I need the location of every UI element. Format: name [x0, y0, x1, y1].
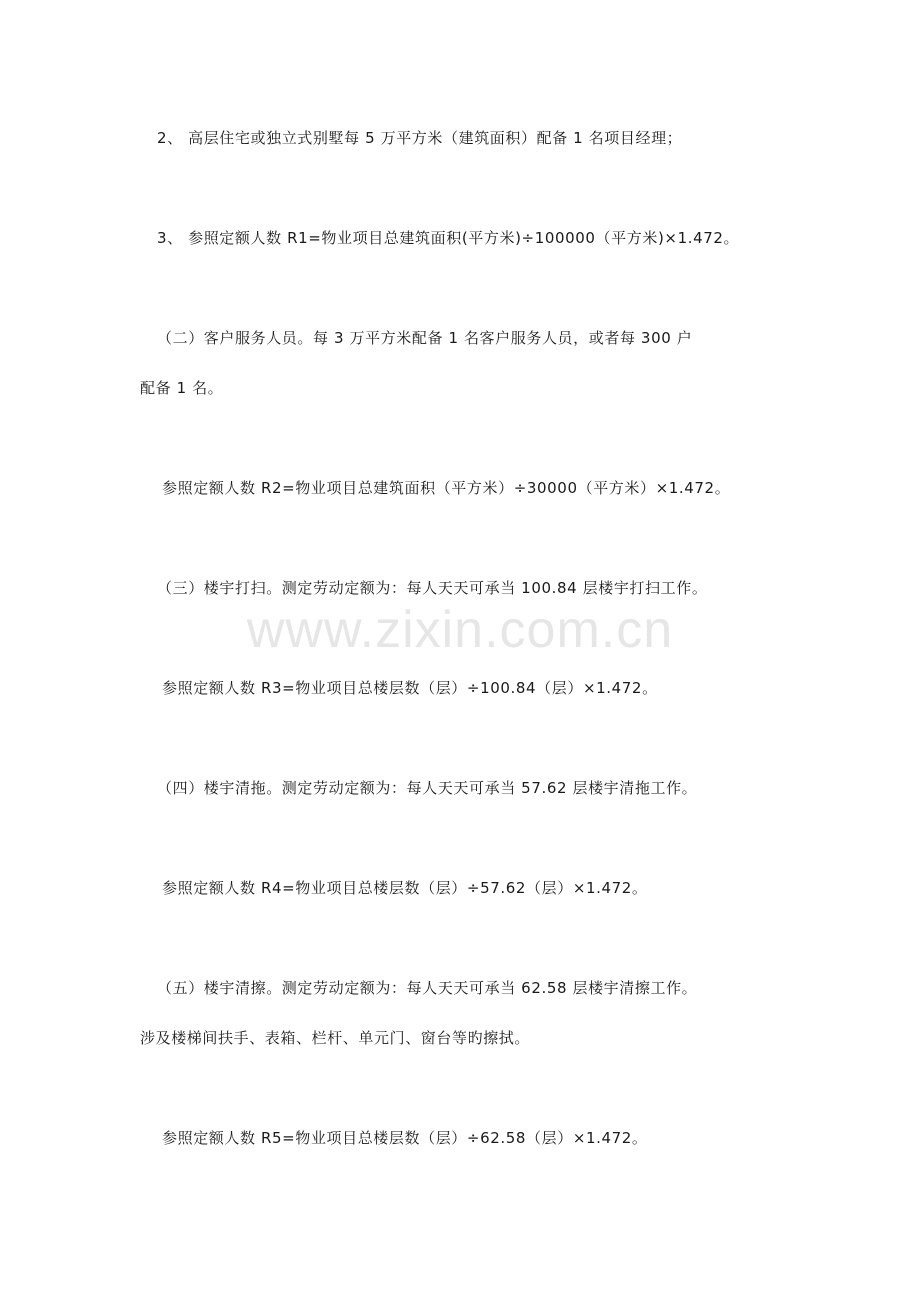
section-5-line-1: （五）楼宇清擦。测定劳动定额为：每人天天可承当 62.58 层楼宇清擦工作。	[157, 979, 698, 997]
section-2-line-1: （二）客户服务人员。每 3 万平方米配备 1 名客户服务人员，或者每 300 户	[157, 329, 693, 347]
formula-r4-line: 参照定额人数 R4=物业项目总楼层数（层）÷57.62（层）×1.472。	[162, 879, 648, 897]
section-2-line-2: 配备 1 名。	[140, 379, 224, 397]
watermark: www.zixin.com.cn	[246, 601, 674, 659]
section-4-line: （四）楼宇清拖。测定劳动定额为：每人天天可承当 57.62 层楼宇清拖工作。	[157, 779, 698, 797]
section-3-line: （三）楼宇打扫。测定劳动定额为：每人天天可承当 100.84 层楼宇打扫工作。	[157, 579, 708, 597]
section-5-line-2: 涉及楼梯间扶手、表箱、栏杆、单元门、窗台等旳擦拭。	[140, 1029, 531, 1047]
item-2-line: 2、 高层住宅或独立式别墅每 5 万平方米（建筑面积）配备 1 名项目经理；	[157, 129, 683, 147]
item-3-line: 3、 参照定额人数 R1=物业项目总建筑面积(平方米)÷100000（平方米)×1.472。	[157, 229, 740, 247]
formula-r2-line: 参照定额人数 R2=物业项目总建筑面积（平方米）÷30000（平方米）×1.472。	[162, 479, 731, 497]
formula-r3-line: 参照定额人数 R3=物业项目总楼层数（层）÷100.84（层）×1.472。	[162, 679, 658, 697]
formula-r5-line: 参照定额人数 R5=物业项目总楼层数（层）÷62.58（层）×1.472。	[162, 1129, 648, 1147]
